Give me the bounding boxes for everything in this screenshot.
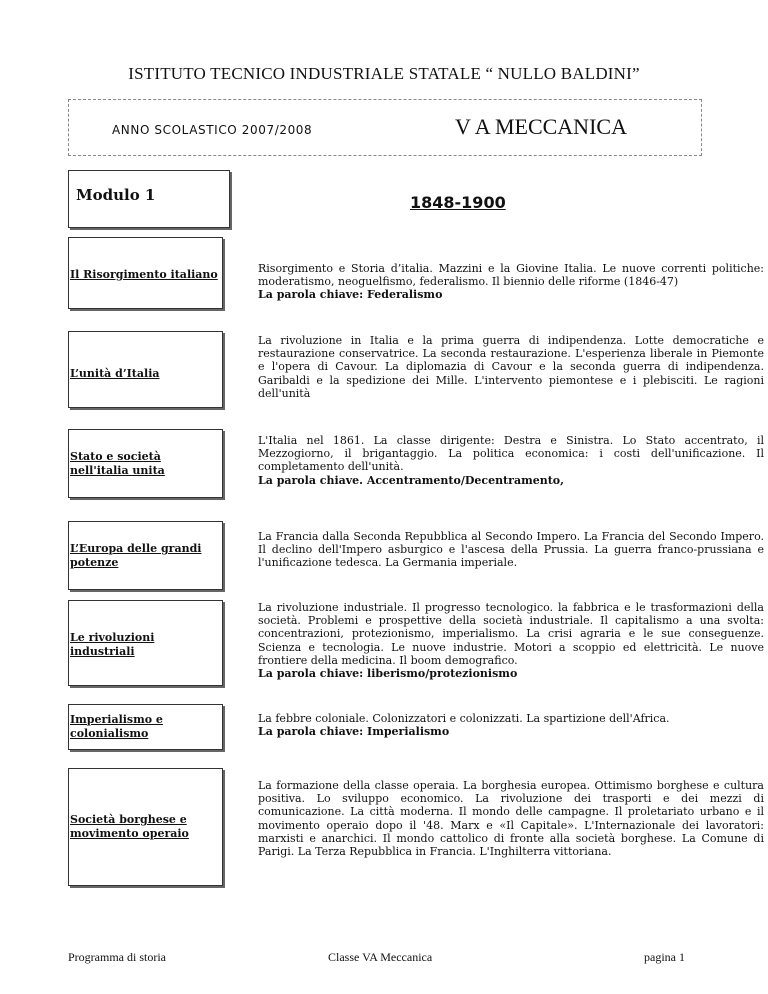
module-period: 1848-1900: [410, 193, 506, 212]
topic-title: L’Europa delle grandi potenze: [70, 542, 202, 569]
school-year: ANNO SCOLASTICO 2007/2008: [112, 123, 313, 137]
topic-title: Stato e società nell'italia unita: [70, 450, 165, 477]
module-title: Modulo 1: [76, 186, 156, 204]
topic-content: [258, 334, 764, 400]
topic-content: [258, 434, 764, 487]
topic-title-box: [68, 768, 223, 886]
topic-content: [258, 779, 764, 858]
topic-content: [258, 262, 764, 302]
footer-center: Classe VA Meccanica: [328, 950, 433, 964]
topic-title-box: [68, 237, 223, 309]
topic-content: [258, 601, 764, 680]
topic-content: [258, 712, 764, 738]
topic-title-box: [68, 521, 223, 590]
school-name: ISTITUTO TECNICO INDUSTRIALE STATALE “ NULLO BALDINI”: [128, 64, 640, 83]
topic-title: Società borghese e movimento operaio: [70, 813, 189, 840]
topic-text: La Francia dalla Seconda Repubblica al Secondo Impero. La Francia del Secondo Impero. Il declino dell'Impero asburgico e l'ascesa della Prussia. La guerra franco-prussiana e l'unificazione tedesca. La Germania imperiale.: [258, 530, 764, 570]
topic-title-box: [68, 429, 223, 498]
topic-title-box: [68, 600, 223, 686]
topic-keyword: La parola chiave: Imperialismo: [258, 725, 450, 739]
topic-keyword: La parola chiave: Federalismo: [258, 288, 443, 302]
topic-title-box: [68, 331, 223, 408]
topic-title: Il Risorgimento italiano: [70, 268, 218, 281]
footer-left: Programma di storia: [68, 950, 166, 964]
topic-text: La febbre coloniale. Colonizzatori e colonizzati. La spartizione dell'Africa.: [258, 712, 670, 725]
topic-title: Imperialismo e colonialismo: [70, 713, 163, 740]
topic-title-box: [68, 704, 223, 750]
footer-page-number: pagina 1: [644, 950, 685, 964]
topic-keyword: La parola chiave. Accentramento/Decentramento,: [258, 473, 564, 487]
topic-content: [258, 530, 764, 570]
topic-text: La rivoluzione industriale. Il progresso tecnologico. la fabbrica e le trasformazioni della società. Problemi e prospettive della società industriale. Il capitalismo a una svolta: concentrazioni, protezionismo, imperialismo. La crisi agraria e le sue conseguenze. Scienza e tecnologia. Le nuove industrie. Motori a scoppio ed elettricità. Le nuove frontiere della medicina. Il boom demografico.: [258, 601, 764, 667]
topic-text: La rivoluzione in Italia e la prima guerra di indipendenza. Lotte democratiche e restaurazione conservatrice. La seconda restaurazione. L'esperienza liberale in Piemonte e l'opera di Cavour. La diplomazia di Cavour e la seconda guerra di indipendenza. Garibaldi e la spedizione dei Mille. L'intervento piemontese e i plebisciti. Le ragioni dell'unità: [258, 334, 764, 400]
topic-text: Risorgimento e Storia d’italia. Mazzini e la Giovine Italia. Le nuove correnti politiche: moderatismo, neoguelfismo, federalismo. Il biennio delle riforme (1846-47): [258, 262, 764, 289]
topic-title: L’unità d’Italia: [70, 367, 160, 380]
topic-keyword: La parola chiave: liberismo/protezionismo: [258, 667, 518, 681]
topic-text: La formazione della classe operaia. La borghesia europea. Ottimismo borghese e cultura positiva. Lo sviluppo economico. La rivoluzione dei trasporti e dei mezzi di comunicazione. La città moderna. Il mondo delle campagne. Il proletariato urbano e il movimento operaio dopo il '48. Marx e «Il Capitale». L'Internazionale dei lavoratori: marxisti e anarchici. Il mondo cattolico di fronte alla società borghese. La Comune di Parigi. La Terza Repubblica in Francia. L'Inghilterra vittoriana.: [258, 779, 764, 859]
topic-title: Le rivoluzioni industriali: [70, 631, 155, 658]
class-name: V A MECCANICA: [455, 114, 627, 139]
topic-text: L'Italia nel 1861. La classe dirigente: Destra e Sinistra. Lo Stato accentrato, il Mezzogiorno, il brigantaggio. La politica economica: i costi dell'unificazione. Il completamento dell'unità.: [258, 434, 764, 474]
